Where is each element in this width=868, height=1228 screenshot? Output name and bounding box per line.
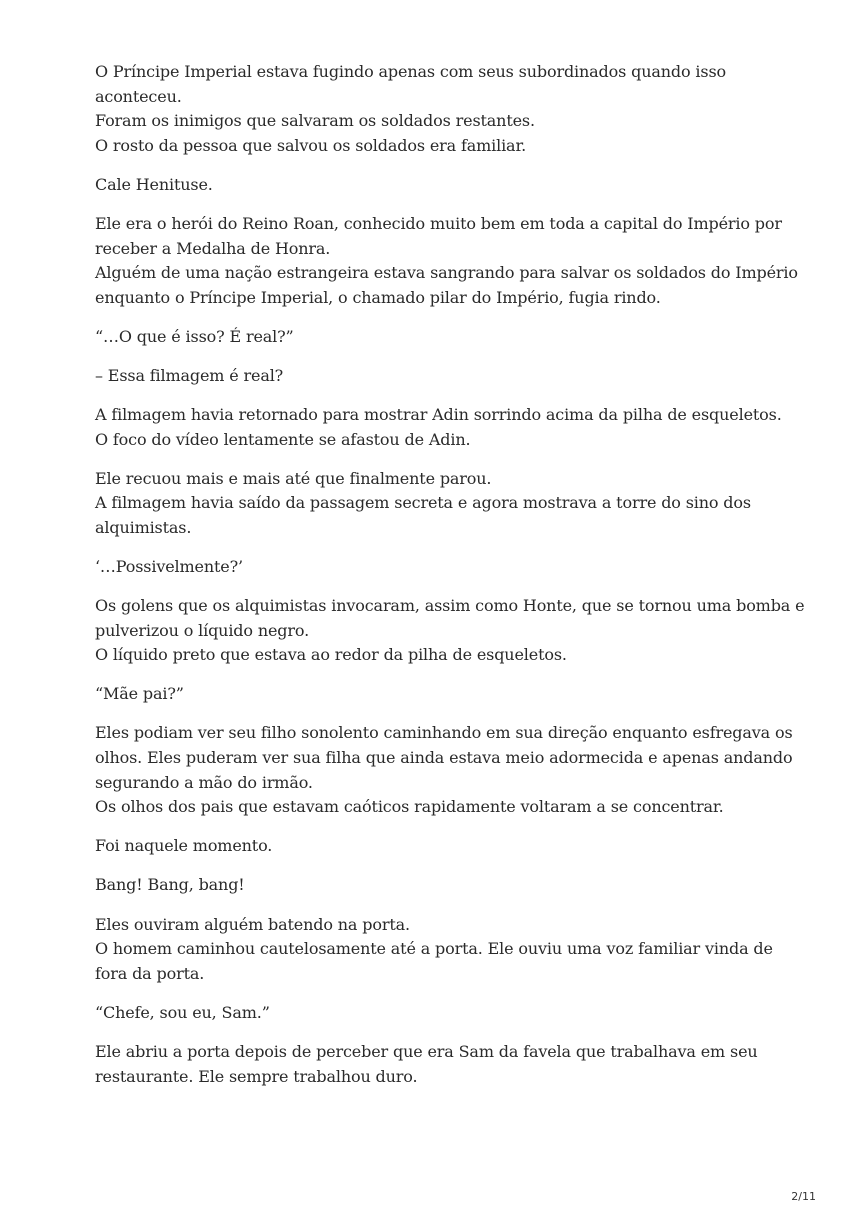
paragraph (95, 1001, 795, 1026)
text-line: aconteceu. (95, 86, 182, 106)
paragraph (95, 555, 795, 580)
paragraph (95, 325, 795, 350)
text-line: Eles podiam ver seu filho sonolento caminhando em sua direção enquanto esfregava os (95, 723, 793, 743)
paragraph (95, 594, 805, 668)
text-line: Eles ouviram alguém batendo na porta. (95, 914, 410, 934)
paragraph (95, 682, 795, 707)
paragraph (95, 364, 795, 389)
text-line: A filmagem havia retornado para mostrar Adin sorrindo acima da pilha de esqueletos. (95, 405, 782, 425)
paragraph (95, 467, 795, 541)
text-line: fora da porta. (95, 963, 205, 983)
text-line: alquimistas. (95, 517, 192, 537)
paragraph (95, 834, 795, 859)
text-line: O líquido preto que estava ao redor da pilha de esqueletos. (95, 645, 567, 665)
text-line: “Chefe, sou eu, Sam.” (95, 1002, 270, 1022)
paragraph (95, 173, 795, 198)
text-line: Ele era o herói do Reino Roan, conhecido muito bem em toda a capital do Império por (95, 213, 782, 233)
paragraph (95, 403, 795, 452)
paragraph (95, 1040, 795, 1089)
paragraph (95, 721, 795, 819)
text-line: Foi naquele momento. (95, 836, 273, 856)
paragraph (95, 212, 798, 310)
text-line: O homem caminhou cautelosamente até a porta. Ele ouviu uma voz familiar vinda de (95, 939, 773, 959)
text-line: enquanto o Príncipe Imperial, o chamado pilar do Império, fugia rindo. (95, 287, 661, 307)
text-line: olhos. Eles puderam ver sua filha que ainda estava meio adormecida e apenas andando (95, 748, 793, 768)
text-line: O foco do vídeo lentamente se afastou de Adin. (95, 429, 471, 449)
text-line: restaurante. Ele sempre trabalhou duro. (95, 1066, 418, 1086)
text-line: Os olhos dos pais que estavam caóticos rapidamente voltaram a se concentrar. (95, 797, 724, 817)
paragraph (95, 913, 795, 987)
text-line: A filmagem havia saído da passagem secreta e agora mostrava a torre do sino dos (95, 493, 751, 513)
page-number: 2/11 (791, 1190, 816, 1203)
text-line: Ele recuou mais e mais até que finalmente parou. (95, 468, 492, 488)
text-line: Os golens que os alquimistas invocaram, assim como Honte, que se tornou uma bomba e (95, 596, 805, 616)
text-line: Cale Henituse. (95, 174, 213, 194)
text-line: “…O que é isso? É real?” (95, 326, 294, 346)
text-line: “Mãe pai?” (95, 684, 184, 704)
text-line: Ele abriu a porta depois de perceber que era Sam da favela que trabalhava em seu (95, 1041, 758, 1061)
text-line: pulverizou o líquido negro. (95, 620, 310, 640)
text-line: Foram os inimigos que salvaram os soldados restantes. (95, 111, 535, 131)
paragraph (95, 873, 795, 898)
text-line: segurando a mão do irmão. (95, 772, 313, 792)
text-line: O rosto da pessoa que salvou os soldados era familiar. (95, 135, 527, 155)
document-body (95, 60, 805, 1104)
paragraph (95, 60, 795, 158)
text-line: Bang! Bang, bang! (95, 875, 245, 895)
text-line: – Essa filmagem é real? (95, 365, 284, 385)
text-line: ‘…Possivelmente?’ (95, 557, 243, 576)
text-line: receber a Medalha de Honra. (95, 238, 331, 258)
text-line: O Príncipe Imperial estava fugindo apenas com seus subordinados quando isso (95, 62, 727, 81)
text-line: Alguém de uma nação estrangeira estava sangrando para salvar os soldados do Império (95, 263, 798, 283)
